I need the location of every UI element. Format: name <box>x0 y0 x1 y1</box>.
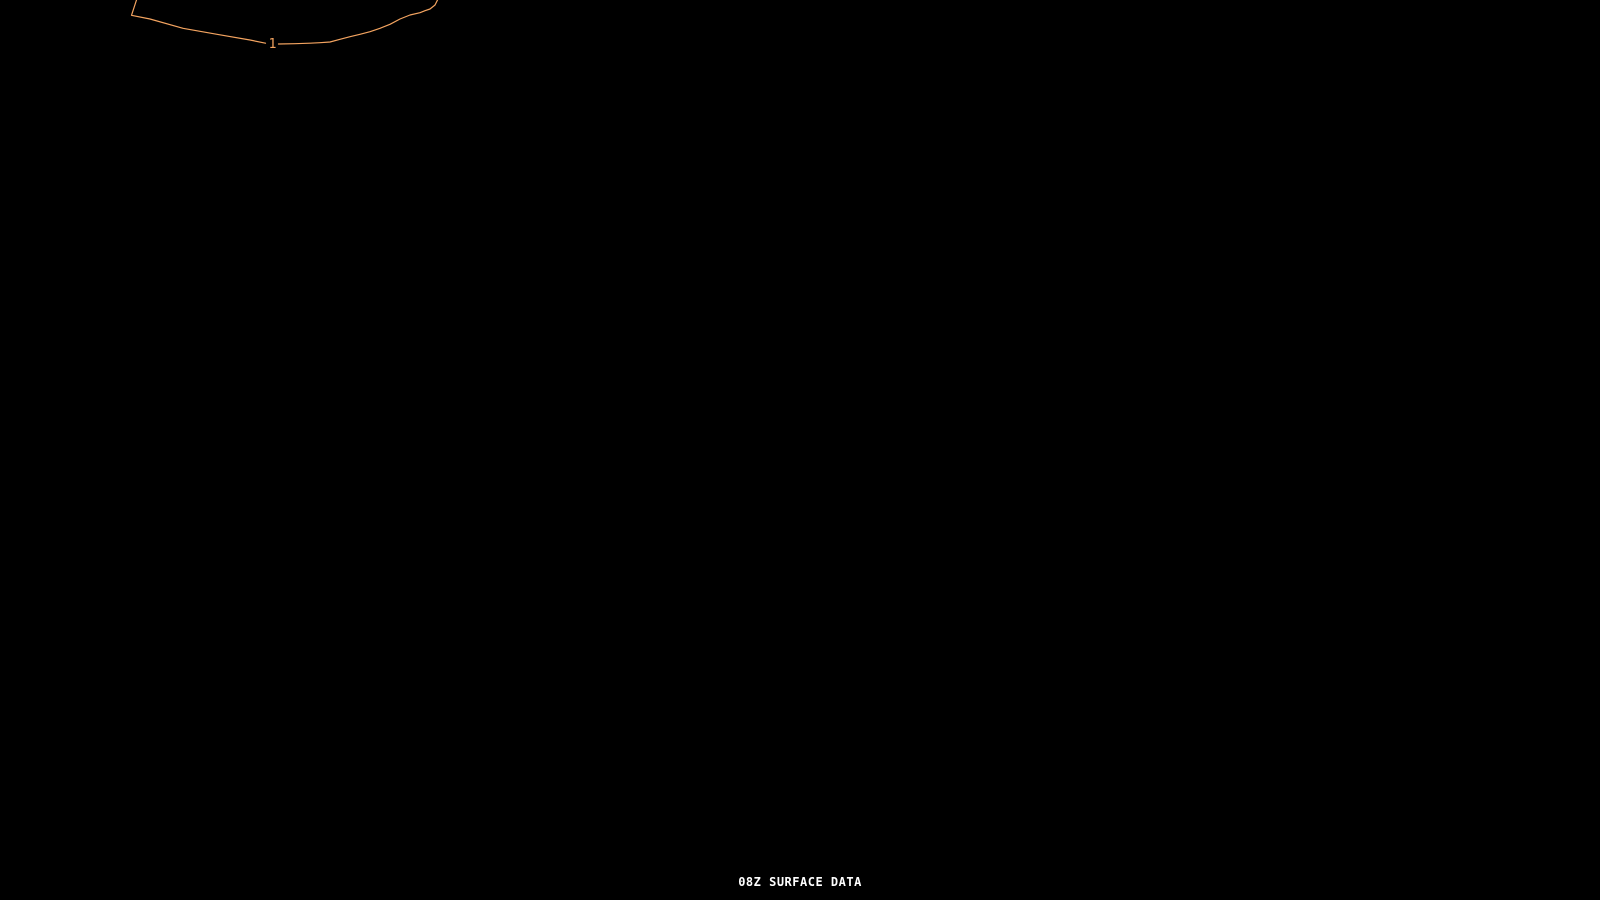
contour-line-segment-left <box>132 0 266 43</box>
contour-line-segment-right <box>279 0 438 44</box>
contour-label: 1 <box>268 37 277 52</box>
footer-title: 08Z SURFACE DATA <box>738 875 862 889</box>
